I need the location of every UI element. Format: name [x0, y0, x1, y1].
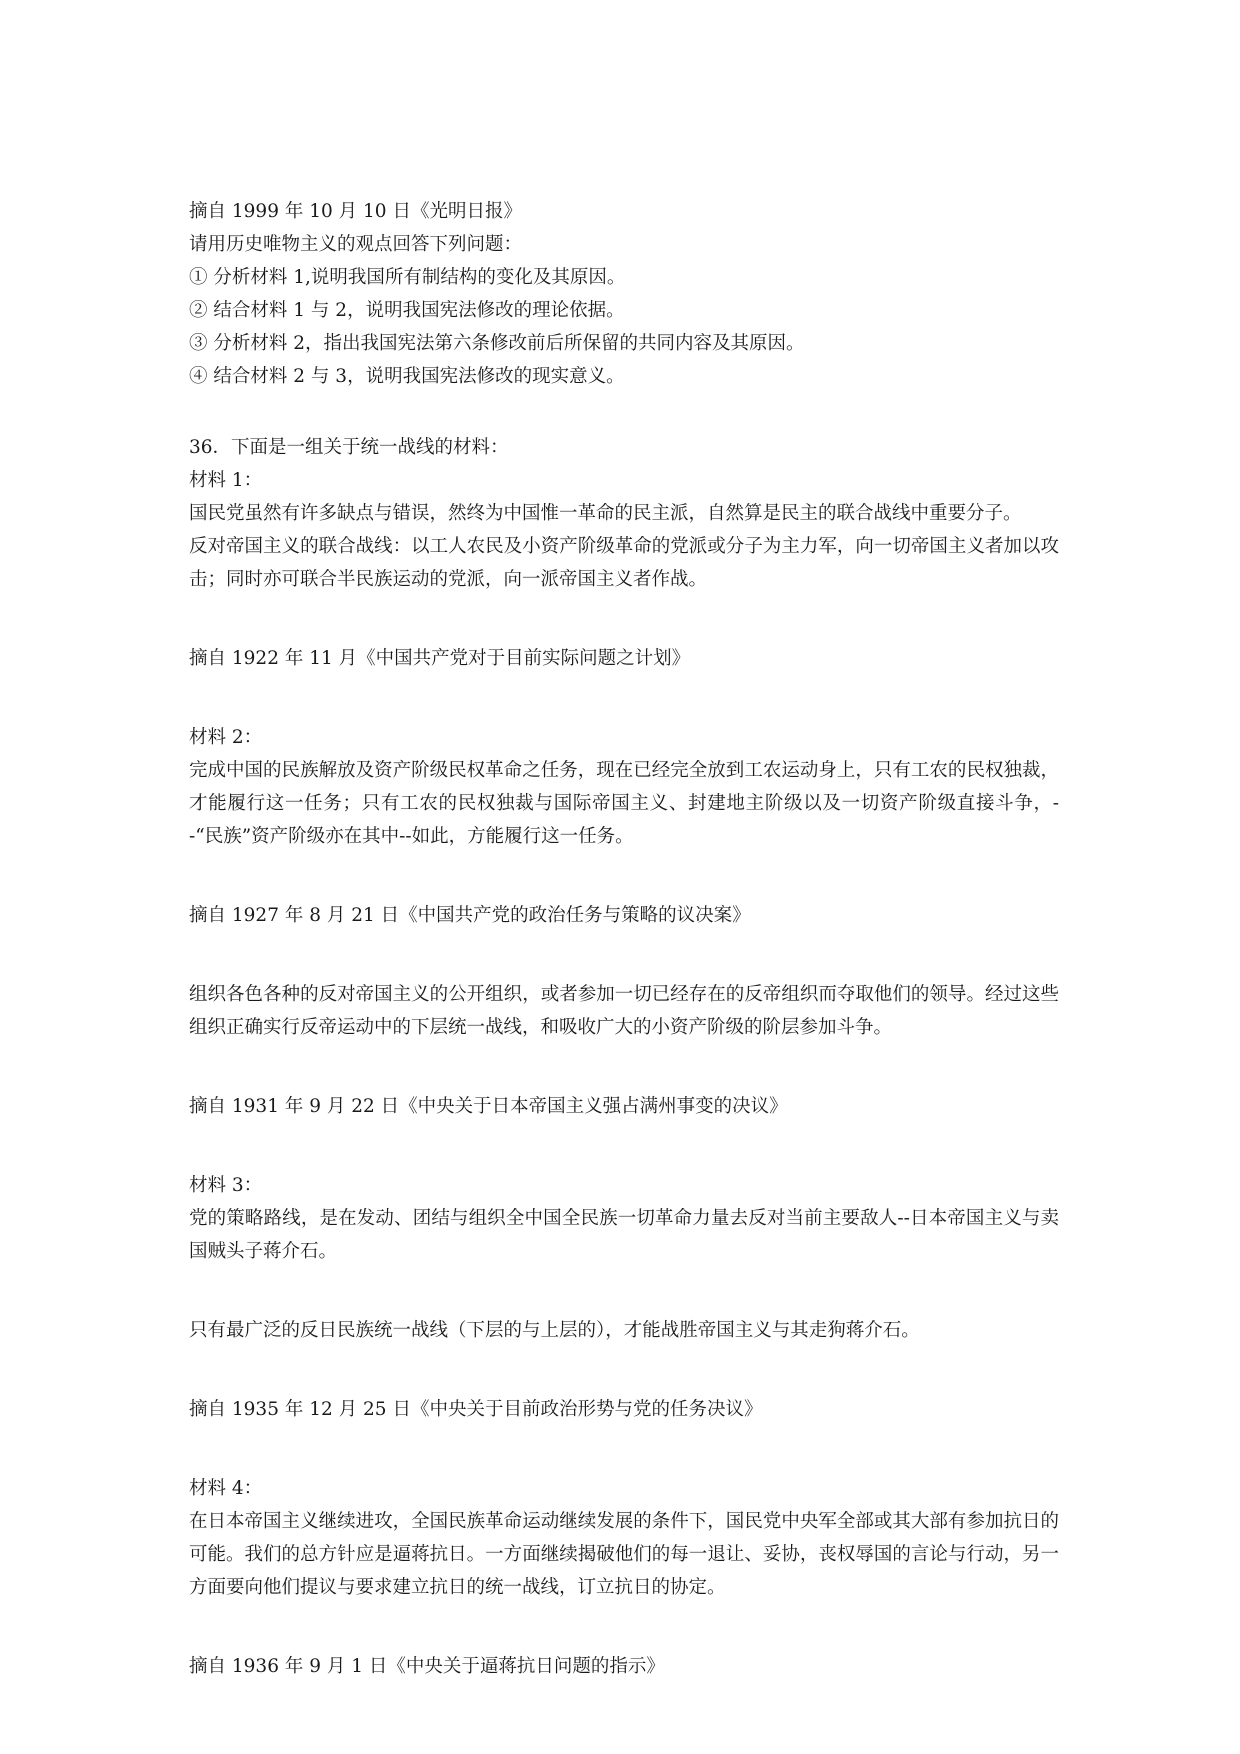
material-2-paragraph-1: 完成中国的民族解放及资产阶级民权革命之任务，现在已经完全放到工农运动身上，只有工农的民权独裁，才能履行这一任务；只有工农的民权独裁与国际帝国主义、封建地主阶级以及一切资产阶级直接斗争，--“民族”资产阶级亦在其中--如此，方能履行这一任务。 — [189, 760, 1059, 847]
material-3-source: 摘自 1935 年 12 月 25 日《中央关于目前政治形势与党的任务决议》 — [189, 1399, 763, 1420]
question-instruction: 请用历史唯物主义的观点回答下列问题： — [189, 234, 523, 255]
question-36-heading: 36．下面是一组关于统一战线的材料： — [189, 437, 509, 458]
material-4-label: 材料 4： — [189, 1478, 263, 1499]
material-4-source: 摘自 1936 年 9 月 1 日《中央关于逼蒋抗日问题的指示》 — [189, 1656, 665, 1677]
material-1-source: 摘自 1922 年 11 月《中国共产党对于目前实际问题之计划》 — [189, 648, 691, 669]
question-item-1: ① 分析材料 1,说明我国所有制结构的变化及其原因。 — [189, 267, 626, 288]
material-3-paragraph-2: 只有最广泛的反日民族统一战线（下层的与上层的），才能战胜帝国主义与其走狗蒋介石。 — [189, 1320, 920, 1341]
question-item-2: ② 结合材料 1 与 2，说明我国宪法修改的理论依据。 — [189, 300, 625, 321]
material-2-source-2: 摘自 1931 年 9 月 22 日《中央关于日本帝国主义强占满州事变的决议》 — [189, 1096, 788, 1117]
document-page — [189, 195, 1059, 1683]
material-3-label: 材料 3： — [189, 1175, 263, 1196]
question-item-3: ③ 分析材料 2，指出我国宪法第六条修改前后所保留的共同内容及其原因。 — [189, 333, 805, 354]
material-1-paragraph-1: 国民党虽然有许多缺点与错误，然终为中国惟一革命的民主派，自然算是民主的联合战线中重要分子。 — [189, 503, 1022, 524]
material-2-paragraph-2: 组织各色各种的反对帝国主义的公开组织，或者参加一切已经存在的反帝组织而夺取他们的领导。经过这些组织正确实行反帝运动中的下层统一战线，和吸收广大的小资产阶级的阶层参加斗争。 — [189, 984, 1059, 1038]
material-3-paragraph-1: 党的策略路线，是在发动、团结与组织全中国全民族一切革命力量去反对当前主要敌人--日本帝国主义与卖国贼头子蒋介石。 — [189, 1208, 1059, 1262]
material-4-paragraph: 在日本帝国主义继续进攻，全国民族革命运动继续发展的条件下，国民党中央军全部或其大部有参加抗日的可能。我们的总方针应是逼蒋抗日。一方面继续揭破他们的每一退让、妥协，丧权辱国的言论与行动，另一方面要向他们提议与要求建立抗日的统一战线，订立抗日的协定。 — [189, 1511, 1059, 1598]
material-2-label: 材料 2： — [189, 727, 263, 748]
material-1-label: 材料 1： — [189, 470, 263, 491]
question-item-4: ④ 结合材料 2 与 3，说明我国宪法修改的现实意义。 — [189, 366, 625, 387]
material-1-paragraph-2: 反对帝国主义的联合战线：以工人农民及小资产阶级革命的党派或分子为主力军，向一切帝国主义者加以攻击；同时亦可联合半民族运动的党派，向一派帝国主义者作战。 — [189, 536, 1059, 590]
source-citation-1999: 摘自 1999 年 10 月 10 日《光明日报》 — [189, 201, 522, 222]
material-2-source-1: 摘自 1927 年 8 月 21 日《中国共产党的政治任务与策略的议决案》 — [189, 905, 751, 926]
